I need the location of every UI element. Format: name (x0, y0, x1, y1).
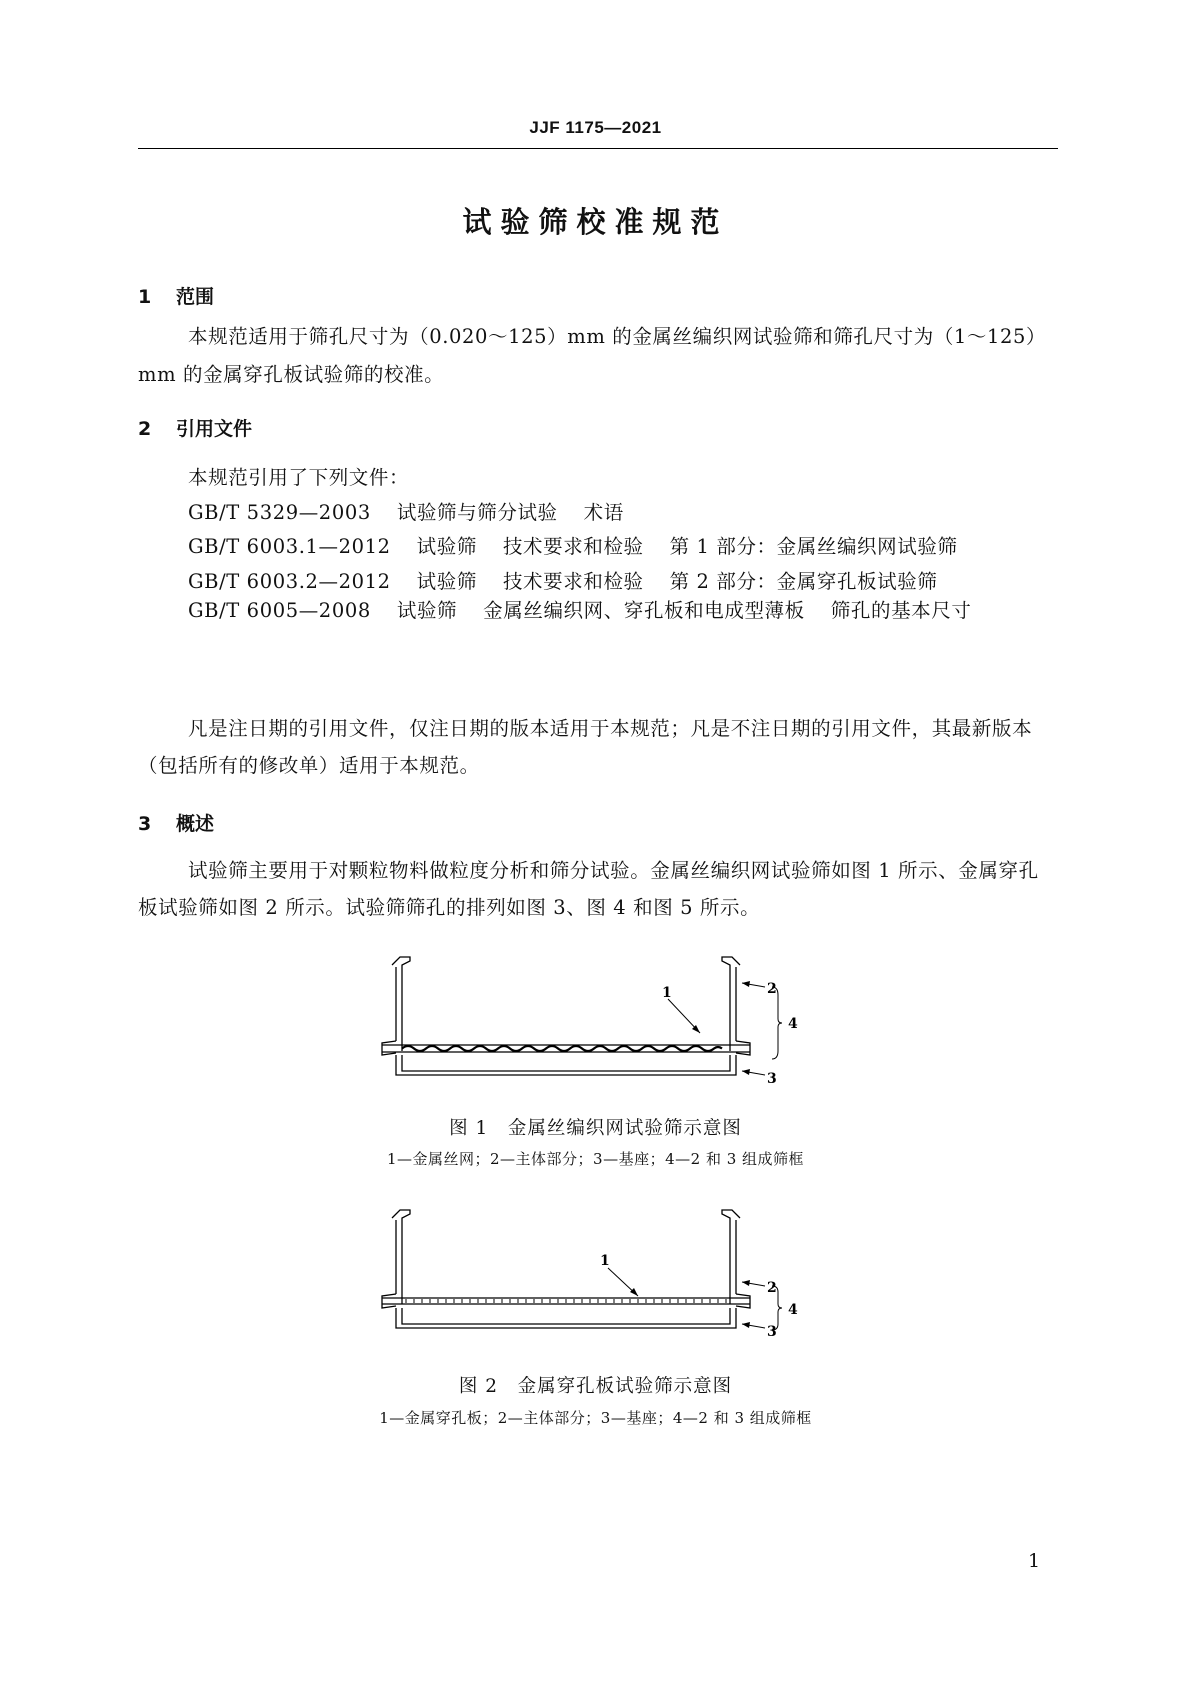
reference-sub: 第 2 部分：金属穿孔板试验筛 (669, 570, 938, 593)
figure-label-4: 4 (788, 1016, 798, 1032)
figure-label-1: 1 (600, 1253, 610, 1269)
reference-part: 金属丝编织网、穿孔板和电成型薄板 (483, 599, 805, 622)
section-number: 2 (138, 418, 152, 440)
figure-1-caption: 图 1 金属丝编织网试验筛示意图 (449, 1118, 742, 1139)
reference-sub: 第 1 部分：金属丝编织网试验筛 (669, 535, 958, 558)
section-1-paragraph: 本规范适用于筛孔尺寸为（0.020～125）mm 的金属丝编织网试验筛和筛孔尺寸为（1～125）mm 的金属穿孔板试验筛的校准。 (138, 325, 1047, 386)
header-rule (138, 148, 1058, 149)
figure-1-wire-mesh-sieve-diagram (370, 955, 830, 1090)
section-2-heading (138, 414, 252, 441)
section-3-heading (138, 809, 214, 836)
document-title: 试验筛校准规范 (462, 205, 729, 239)
reference-part: 术语 (583, 501, 624, 524)
figure-label-3: 3 (767, 1071, 777, 1087)
reference-code: GB/T 6003.2—2012 (188, 570, 391, 593)
figure-label-2: 2 (767, 1280, 777, 1296)
reference-item (138, 592, 1058, 629)
document-code-header: JJF 1175—2021 (529, 118, 662, 137)
mesh-weave-pattern (402, 1046, 722, 1051)
figure-2-legend: 1—金属穿孔板；2—主体部分；3—基座；4—2 和 3 组成筛框 (379, 1409, 812, 1427)
section-title: 概述 (176, 813, 215, 835)
perforated-plate-pattern (406, 1299, 726, 1303)
figure-1-legend: 1—金属丝网；2—主体部分；3—基座；4—2 和 3 组成筛框 (386, 1150, 805, 1168)
reference-item (188, 531, 958, 559)
section-number: 3 (138, 813, 152, 835)
section-3-paragraph: 试验筛主要用于对颗粒物料做粒度分析和筛分试验。金属丝编织网试验筛如图 1 所示、金属穿孔板试验筛如图 2 所示。试验筛筛孔的排列如图 3、图 4 和图 5 所示。 (138, 859, 1039, 919)
reference-name: 试验筛 (416, 570, 477, 593)
figure-label-1: 1 (662, 985, 672, 1001)
figure-label-3: 3 (767, 1324, 777, 1338)
reference-name: 试验筛 (396, 599, 458, 622)
reference-name: 试验筛 (416, 535, 477, 558)
reference-item (188, 497, 624, 525)
reference-sub: 筛孔的基本尺寸 (830, 599, 972, 622)
reference-code: GB/T 6005—2008 (188, 599, 371, 622)
reference-intro: 本规范引用了下列文件： (188, 466, 410, 489)
reference-item (188, 566, 937, 594)
reference-code: GB/T 5329—2003 (188, 501, 371, 524)
page-number: 1 (1028, 1550, 1041, 1572)
section-1-heading (138, 282, 214, 309)
reference-name: 试验筛与筛分试验 (396, 501, 558, 524)
figure-label-4: 4 (788, 1302, 798, 1318)
reference-part: 技术要求和检验 (502, 535, 644, 558)
reference-part: 技术要求和检验 (502, 570, 644, 593)
reference-note: 凡是注日期的引用文件，仅注日期的版本适用于本规范；凡是不注日期的引用文件，其最新版本（包括所有的修改单）适用于本规范。 (138, 717, 1033, 777)
figure-2-caption: 图 2 金属穿孔板试验筛示意图 (458, 1376, 733, 1397)
figure-label-2: 2 (767, 981, 777, 997)
figure-2-perforated-plate-sieve-diagram (370, 1208, 830, 1338)
section-number: 1 (138, 286, 152, 308)
section-title: 引用文件 (176, 418, 253, 440)
reference-code: GB/T 6003.1—2012 (188, 535, 391, 558)
section-title: 范围 (176, 286, 215, 308)
